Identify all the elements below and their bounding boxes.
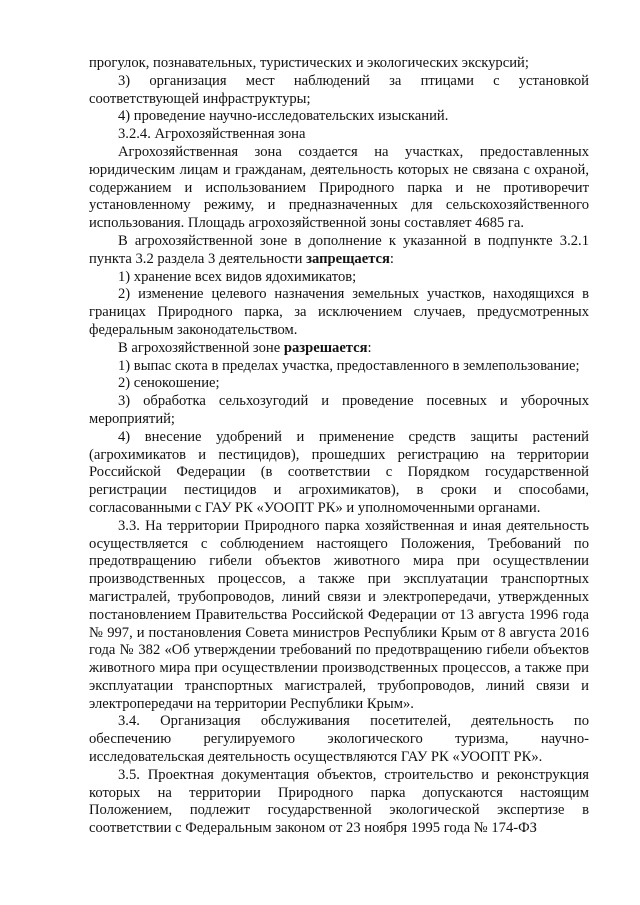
list-item-land-purpose-change [89, 286, 589, 339]
paragraph-tail: : [389, 250, 394, 267]
paragraph-text: 3.4. Организация обслуживания посетителей, деятельность по обеспечению регулируемого экологического туризма, научно-исследовательская деятельность осуществляются ГАУ РК «УООПТ РК». [89, 713, 589, 766]
list-item-cultivation [89, 393, 589, 429]
paragraph-section-3-4 [89, 713, 589, 766]
paragraph-section-3-5 [89, 767, 589, 838]
paragraph-text: 3) обработка сельхозугодий и проведение посевных и уборочных мероприятий; [89, 393, 589, 427]
paragraph-text: В агрохозяйственной зоне [118, 339, 284, 356]
paragraph-continuation [89, 55, 589, 73]
paragraph-agro-zone-description [89, 144, 589, 233]
paragraph-prohibited-intro [89, 233, 589, 269]
bold-keyword-permitted: разрешается [283, 339, 368, 356]
section-heading-agro-zone [89, 126, 589, 144]
paragraph-permitted-intro [89, 340, 589, 358]
paragraph-text: 1) хранение всех видов ядохимикатов; [118, 268, 357, 285]
paragraph-text: 4) проведение научно-исследовательских изысканий. [118, 108, 449, 125]
bold-keyword-prohibited: запрещается [306, 250, 390, 267]
list-item-haymaking [89, 375, 589, 393]
paragraph-text: 2) сенокошение; [118, 375, 220, 392]
paragraph-text: 1) выпас скота в пределах участка, предоставленного в землепользование; [118, 357, 580, 374]
list-item-pesticide-storage [89, 269, 589, 287]
list-item-fertilizers [89, 429, 589, 518]
document-body [89, 55, 589, 838]
paragraph-text: 2) изменение целевого назначения земельных участков, находящихся в границах Природного парка, за исключением случаев, предусмотренных федеральным законодательством. [89, 286, 589, 338]
paragraph-tail: : [367, 339, 372, 356]
list-item-grazing [89, 358, 589, 376]
paragraph-text: 3.5. Проектная документация объектов, строительство и реконструкция которых на территории Природного парка допускаются настоящим Положением, подлежит государственной экологической экспертизе в соответствии с Федеральным законом от 23 ноября 1995 года № 174-ФЗ [89, 766, 589, 837]
paragraph-text: Агрохозяйственная зона создается на участках, предоставленных юридическим лицам и гражданам, деятельность которых не связана с охраной, содержанием и использованием Природного парка и не противоречит установленному режиму, и предназначенных для сельскохозяйственного использования. Площадь агрохозяйственной зоны составляет 4685 га. [89, 143, 589, 232]
list-item-observation-points [89, 73, 589, 109]
list-item-research [89, 108, 589, 126]
paragraph-text: В агрохозяйственной зоне в дополнение к указанной в подпункте 3.2.1 пункта 3.2 раздела 3 деятельности [89, 232, 589, 267]
paragraph-text: 4) внесение удобрений и применение средств защиты растений (агрохимикатов и пестицидов), прошедших регистрацию на территории Российской Федерации (в соответствии с Порядком государственной регистрации пестицидов и агрохимикатов), в сроки и способами, согласованными с ГАУ РК «УООПТ РК» и уполномоченными органами. [89, 428, 589, 516]
paragraph-text: 3) организация мест наблюдений за птицами с установкой соответствующей инфраструктуры; [89, 72, 589, 107]
paragraph-text: прогулок, познавательных, туристических и экологических экскурсий; [89, 55, 529, 71]
paragraph-section-3-3 [89, 518, 589, 714]
paragraph-text: 3.3. На территории Природного парка хозяйственная и иная деятельность осуществляется с соблюдением настоящего Положения, Требований по предотвращению гибели объектов животного мира при осуществлении производственных процессов, а также при эксплуатации транспортных магистралей, трубопроводов, линий связи и электропередачи, утвержденных постановлением Правительства Российской Федерации от 13 августа 1996 года № 997, и постановления Совета министров Республики Крым от 8 августа 2016 года № 382 «Об утверждении требований по предотвращению гибели объектов животного мира при осуществлении производственных процессов, а также при эксплуатации транспортных магистралей, трубопроводов, линий связи и электропередачи на территории Республики Крым». [89, 517, 589, 712]
paragraph-text: 3.2.4. Агрохозяйственная зона [118, 126, 306, 143]
